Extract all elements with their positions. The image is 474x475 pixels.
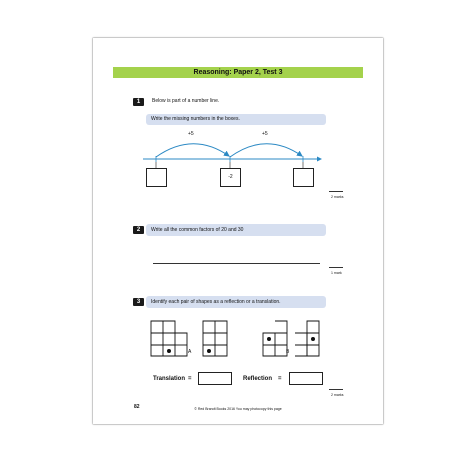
reflection-equals: = xyxy=(278,376,282,382)
reflection-answer-box[interactable] xyxy=(289,372,323,385)
number-line-given-box: -2 xyxy=(220,168,241,187)
translation-equals: = xyxy=(188,376,192,382)
translation-answer-box[interactable] xyxy=(198,372,232,385)
shape-b-right xyxy=(295,321,319,356)
step-label-2: +5 xyxy=(262,131,268,137)
shape-pairs-diagram xyxy=(93,38,383,424)
dot-b-left xyxy=(267,337,271,341)
question-3-number: 3 xyxy=(133,298,144,306)
dot-a-right xyxy=(207,349,211,353)
reflection-label: Reflection xyxy=(243,376,273,382)
question-1-instruction: Write the missing numbers in the boxes. xyxy=(146,114,326,125)
pair-label-b: B xyxy=(286,349,290,355)
copyright-notice: © Red Brandt Books 2016 You may photocopy this page xyxy=(194,407,282,411)
question-1-text: Below is part of a number line. xyxy=(152,98,220,104)
dot-a-left xyxy=(167,349,171,353)
marks-q2: 1 mark xyxy=(331,271,342,275)
dot-b-right xyxy=(311,337,315,341)
page-title: Reasoning: Paper 2, Test 3 xyxy=(113,67,363,78)
pair-label-a: A xyxy=(188,349,192,355)
worksheet-page xyxy=(93,38,383,424)
question-3-instruction: Identify each pair of shapes as a reflection or a translation. xyxy=(146,296,326,308)
step-label-1: +5 xyxy=(188,131,194,137)
shape-b-left xyxy=(263,321,290,356)
question-1-number: 1 xyxy=(133,98,144,106)
question-2-number: 2 xyxy=(133,226,144,234)
translation-label: Translation xyxy=(153,376,186,382)
marks-q1: 2 marks xyxy=(331,195,344,199)
marks-line-q3 xyxy=(329,389,343,390)
shape-a-right xyxy=(203,321,227,356)
marks-q3: 2 marks xyxy=(331,393,344,397)
page-number: 82 xyxy=(134,404,140,410)
question-2-instruction: Write all the common factors of 20 and 30 xyxy=(146,224,326,236)
